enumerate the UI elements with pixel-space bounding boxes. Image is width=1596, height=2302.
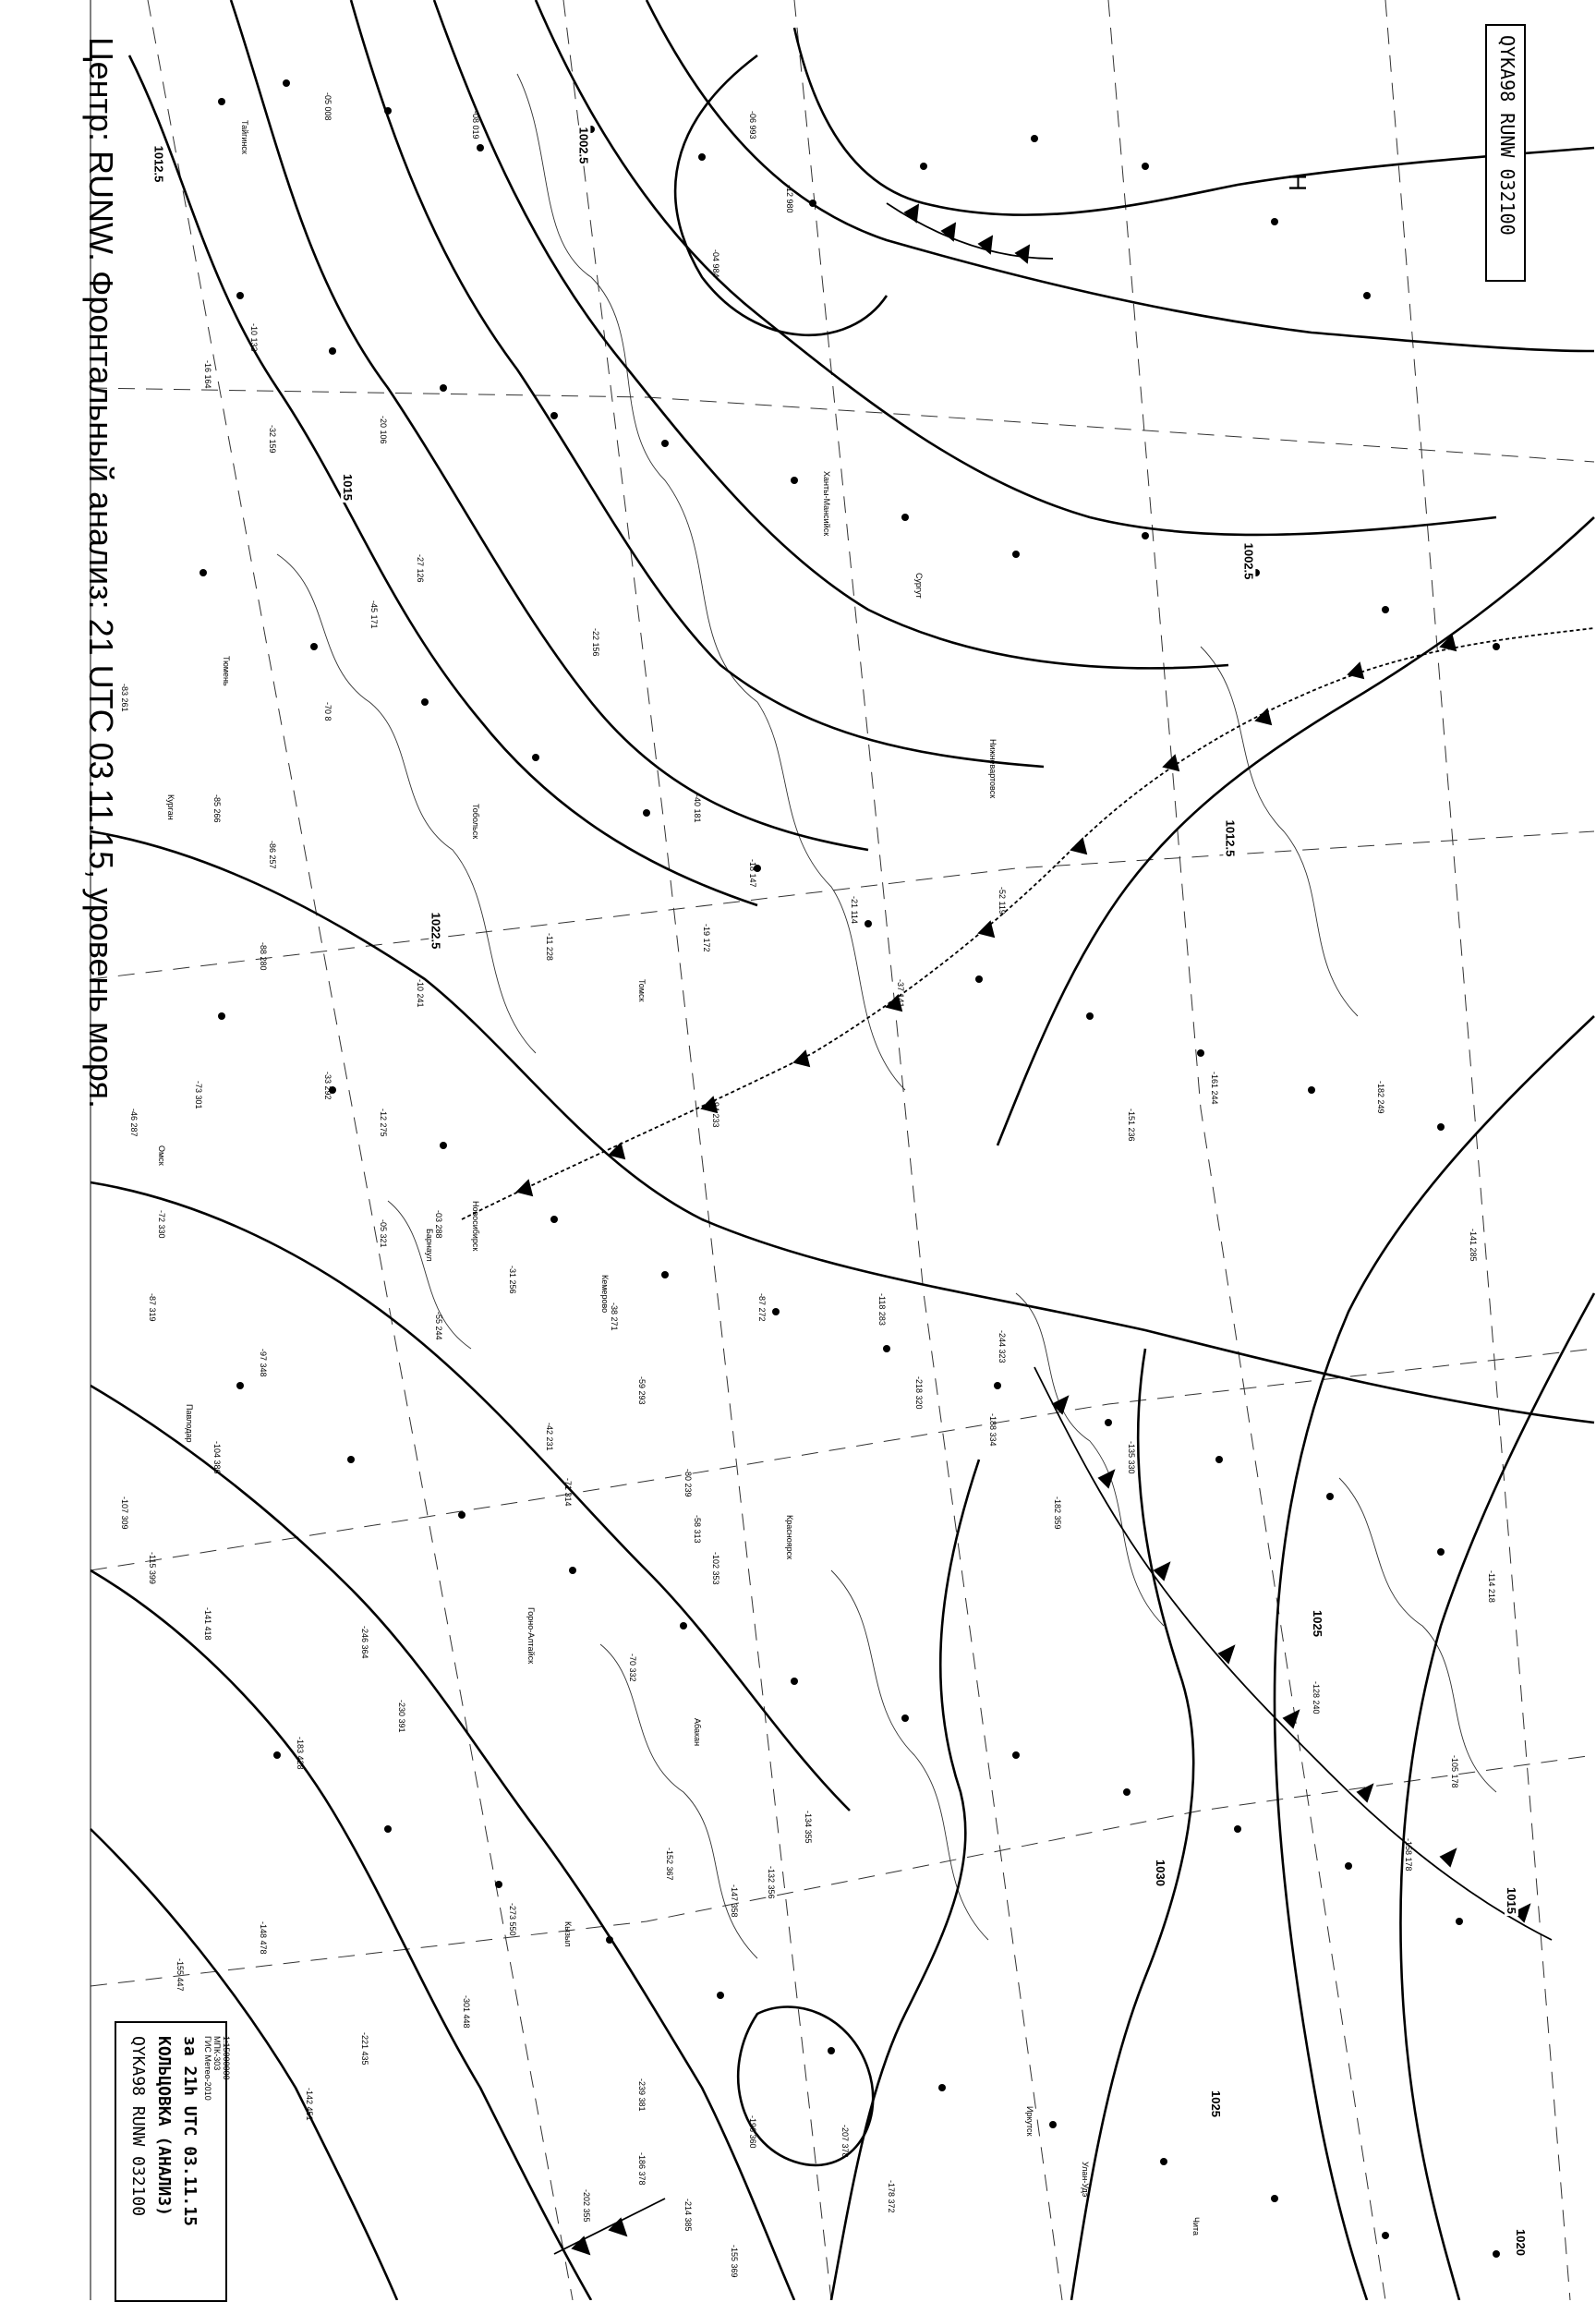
station-value: -178 372 — [887, 2180, 896, 2213]
station-name: Сургут — [914, 573, 924, 599]
station-value: -86 257 — [268, 841, 277, 869]
station-value: -202 355 — [582, 2189, 591, 2223]
station-value: -135 330 — [1127, 1441, 1136, 1474]
footer-software: ГИС Метео-2010 — [203, 2036, 212, 2101]
station-value: -102 353 — [711, 1552, 720, 1585]
station-name: Кызыл — [563, 1921, 573, 1947]
station-value: -218 320 — [914, 1376, 924, 1410]
footer-time: за 21h UTC 03.11.15 — [180, 2036, 200, 2226]
station-value: -52 119 — [998, 887, 1007, 915]
isobar-label: 1015 — [1504, 1887, 1518, 1914]
map-frame — [91, 0, 1594, 2300]
station-value: -147 358 — [730, 1884, 739, 1918]
isobar-label: 1002.5 — [576, 127, 591, 164]
station-value: -207 378 — [840, 2125, 850, 2158]
station-value: -42 231 — [545, 1423, 554, 1451]
station-value: -38 271 — [610, 1302, 619, 1331]
station-value: -70 332 — [628, 1654, 637, 1682]
station-value: -73 301 — [194, 1081, 203, 1109]
station-value: -06 993 — [748, 111, 757, 139]
station-value: -246 364 — [360, 1626, 369, 1659]
station-value: -114 218 — [1487, 1570, 1496, 1603]
station-value: -58 313 — [693, 1515, 702, 1544]
station-value: -71 314 — [563, 1478, 573, 1507]
station-value: -104 386 — [212, 1441, 222, 1474]
station-value: -80 239 — [683, 1469, 693, 1497]
station-value: -141 418 — [203, 1607, 212, 1641]
footer-box — [115, 2021, 231, 2302]
station-value: -37 141 — [896, 979, 905, 1008]
high-pressure-marker: H — [1283, 174, 1312, 191]
station-value: -05 321 — [379, 1219, 388, 1248]
station-value: -118 283 — [877, 1293, 887, 1326]
station-value: -115 399 — [148, 1552, 157, 1584]
footer-code: QYKA98 RUNW 032100 — [128, 2036, 148, 2217]
station-value: -94 233 — [711, 1099, 720, 1128]
station-value: -46 287 — [129, 1109, 139, 1137]
station-value: -08 019 — [471, 111, 480, 139]
header-box — [1485, 24, 1526, 282]
station-value: -152 367 — [665, 1848, 674, 1881]
station-value: -33 292 — [323, 1072, 332, 1100]
station-value: -55 244 — [434, 1312, 443, 1340]
station-value: -155 369 — [730, 2245, 739, 2278]
station-value: -186 378 — [637, 2152, 647, 2186]
station-value: -239 381 — [637, 2078, 647, 2112]
isobar-label: 1015 — [340, 474, 355, 501]
station-value: -105 178 — [1450, 1755, 1459, 1788]
station-value: -22 156 — [591, 628, 600, 657]
station-name: Тобольск — [471, 804, 480, 840]
station-name: Курган — [166, 794, 175, 820]
isobar-label: 1002.5 — [1241, 542, 1256, 580]
station-name: Томск — [637, 979, 647, 1002]
station-name: Абакан — [693, 1718, 702, 1747]
station-value: -182 359 — [1053, 1496, 1062, 1530]
station-value: -88 280 — [259, 942, 268, 971]
isobar-label: 1012.5 — [151, 145, 166, 183]
station-value: -141 285 — [1469, 1229, 1478, 1262]
station-value: -12 275 — [379, 1109, 388, 1137]
station-value: -27 126 — [416, 554, 425, 583]
station-value: -301 448 — [462, 1995, 471, 2029]
station-value: -161 244 — [1210, 1072, 1219, 1105]
station-value: -196 360 — [748, 2115, 757, 2149]
station-value: -273 550 — [508, 1903, 517, 1936]
isobar-label: 1022.5 — [429, 912, 443, 950]
station-value: -87 272 — [757, 1293, 767, 1322]
station-name: Барнаул — [425, 1229, 434, 1262]
station-value: -05 008 — [323, 92, 332, 121]
isobar-label: 1025 — [1310, 1610, 1324, 1637]
footer-scale: 1:15000000 — [222, 2036, 231, 2080]
station-value: -128 240 — [1312, 1681, 1321, 1714]
station-name: Ханты-Мансийск — [822, 471, 831, 537]
station-value: -148 478 — [259, 1921, 268, 1955]
station-value: -70 8 — [323, 702, 332, 721]
station-value: -182 249 — [1376, 1081, 1385, 1114]
station-value: -19 172 — [702, 924, 711, 952]
station-value: -20 106 — [379, 416, 388, 444]
station-value: -83 261 — [120, 684, 129, 712]
station-value: -40 181 — [693, 794, 702, 823]
station-value: -03 288 — [434, 1210, 443, 1239]
station-value: -16 164 — [203, 360, 212, 389]
station-value: -107 309 — [120, 1496, 129, 1530]
station-value: -10 241 — [416, 979, 425, 1008]
station-value: -18 147 — [748, 859, 757, 888]
station-value: -214 385 — [683, 2199, 693, 2232]
header-code: QYKA98 RUNW 032100 — [1496, 35, 1518, 236]
station-value: -04 984 — [711, 249, 720, 278]
station-name: Новосибирск — [471, 1201, 480, 1252]
map-title: Центр: RUNW. Фронтальный анализ: 21 UTC 03.11.15, уровень моря. — [82, 37, 120, 1109]
footer-station: КОЛЬЦОВКА (АНАЛИЗ) — [154, 2036, 174, 2217]
station-value: -244 323 — [998, 1330, 1007, 1363]
station-value: -230 391 — [397, 1700, 406, 1733]
isobar-label: 1020 — [1513, 2229, 1528, 2256]
station-value: -85 266 — [212, 794, 222, 823]
station-name: Нижневартовск — [988, 739, 998, 799]
station-name: Горно-Алтайск — [526, 1607, 536, 1665]
station-value: -31 256 — [508, 1266, 517, 1294]
isobar-label: 1025 — [1208, 2090, 1223, 2117]
station-value: -10 133 — [249, 323, 259, 352]
station-value: -221 435 — [360, 2032, 369, 2066]
station-name: Улан-Удэ — [1081, 2162, 1090, 2198]
station-value: -59 293 — [637, 1376, 647, 1405]
station-value: -155 447 — [175, 1958, 185, 1992]
station-value: -142 451 — [305, 2088, 314, 2121]
station-name: Тюмень — [222, 656, 231, 686]
station-value: -132 356 — [767, 1866, 776, 1899]
station-value: -21 114 — [850, 896, 859, 924]
station-name: Красноярск — [785, 1515, 794, 1560]
station-value: -11 228 — [545, 933, 554, 961]
station-value: -45 171 — [369, 600, 379, 629]
station-value: -158 178 — [1404, 1838, 1413, 1872]
station-value: -87 319 — [148, 1293, 157, 1322]
station-value: -12 980 — [785, 185, 794, 213]
station-name: Иркутск — [1025, 2106, 1034, 2137]
station-value: -151 236 — [1127, 1109, 1136, 1142]
station-name: Омск — [157, 1145, 166, 1166]
station-value: -72 330 — [157, 1210, 166, 1239]
station-name: Чита — [1191, 2217, 1201, 2236]
station-name: Павлодар — [185, 1404, 194, 1443]
station-name: Кемерово — [600, 1275, 610, 1314]
station-name: Тайгинск — [240, 120, 249, 154]
station-value: -134 355 — [804, 1811, 813, 1844]
isobar-label: 1012.5 — [1223, 819, 1238, 857]
station-value: -188 334 — [988, 1413, 998, 1447]
station-value: -97 348 — [259, 1349, 268, 1377]
station-value: -183 428 — [296, 1737, 305, 1770]
station-value: -32 159 — [268, 425, 277, 454]
isobar-label: 1030 — [1153, 1860, 1167, 1886]
footer-device: МПК-303 — [212, 2036, 222, 2071]
